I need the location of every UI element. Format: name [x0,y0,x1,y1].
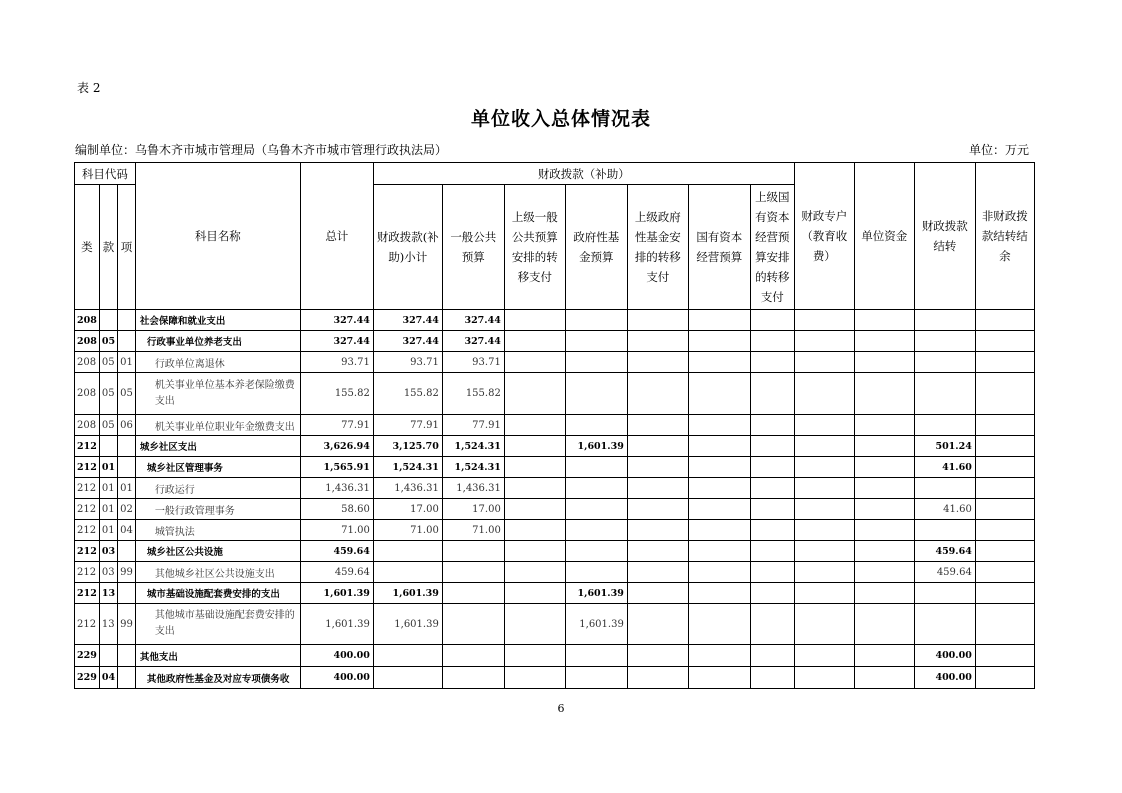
zfxjj-cell [565,478,627,499]
sjzfjj-cell [627,667,688,689]
sjyb-cell [504,457,565,478]
fczbk-cell [975,583,1034,604]
fczbk-cell [975,415,1034,436]
czzh-cell [794,499,854,520]
lei-cell: 229 [75,667,100,689]
kuan-cell [99,645,117,667]
total-cell: 400.00 [300,667,373,689]
zfxjj-cell [565,667,627,689]
sjyb-cell [504,436,565,457]
czzh-cell [794,415,854,436]
czbk-sub-header: 财政拨款(补助)小计 [373,185,442,310]
fczbk-cell [975,478,1034,499]
fczbk-cell [975,436,1034,457]
total-cell: 93.71 [300,352,373,373]
czzh-cell [794,520,854,541]
name-cell: 社会保障和就业支出 [135,310,300,331]
sjgyzb-cell [750,373,794,415]
czbkjz-cell [914,331,975,352]
fczbk-cell [975,331,1034,352]
total-cell: 1,436.31 [300,478,373,499]
sjgyzb-cell [750,331,794,352]
sjzfjj-cell [627,499,688,520]
sjzfjj-cell [627,604,688,645]
gyzb-cell [688,310,750,331]
sjgyzb-cell [750,499,794,520]
czbkjz-cell [914,373,975,415]
sjzfjj-cell [627,310,688,331]
lei-cell: 212 [75,457,100,478]
fczbk-cell [975,667,1034,689]
total-cell: 58.60 [300,499,373,520]
czbkjz-cell [914,478,975,499]
xiang-cell [118,667,136,689]
sjyb-cell [504,478,565,499]
czbkjz-cell: 41.60 [914,499,975,520]
czzh-cell [794,583,854,604]
kuan-cell: 03 [99,562,117,583]
czbkjz-cell [914,310,975,331]
page-title: 单位收入总体情况表 [470,108,651,130]
name-cell: 其他城市基础设施配套费安排的支出 [135,604,300,645]
czzh-cell [794,645,854,667]
name-cell: 机关事业单位职业年金缴费支出 [135,415,300,436]
czzh-cell [794,310,854,331]
total-cell: 1,601.39 [300,583,373,604]
lei-cell: 208 [75,373,100,415]
total-cell: 77.91 [300,415,373,436]
table-row [75,645,1035,667]
ybgg-cell: 155.82 [442,373,504,415]
sjzfjj-cell [627,583,688,604]
total-cell: 459.64 [300,562,373,583]
name-cell: 行政事业单位养老支出 [135,331,300,352]
sjgyzb-cell [750,520,794,541]
zfxjj-cell [565,541,627,562]
zfxjj-cell [565,520,627,541]
unit-label: 单位：万元 [968,143,1029,157]
czbkjz-cell [914,415,975,436]
czbk-sub-cell [373,562,442,583]
kuan-cell [99,436,117,457]
sjgyzb-cell [750,310,794,331]
ybgg-cell: 77.91 [442,415,504,436]
dwzj-cell [854,667,914,689]
table-row [75,352,1035,373]
czbkjz-cell: 400.00 [914,667,975,689]
czbk-sub-cell: 155.82 [373,373,442,415]
gyzb-cell [688,583,750,604]
dwzj-cell [854,457,914,478]
gyzb-cell [688,478,750,499]
czbkjz-cell [914,520,975,541]
fczbk-cell [975,499,1034,520]
czzh-cell [794,541,854,562]
sjzfjj-header: 上级政府性基金安排的转移支付 [627,185,688,310]
org-unit-row [75,141,1029,158]
dwzj-cell [854,373,914,415]
czbkjz-cell: 400.00 [914,645,975,667]
table-row [75,583,1035,604]
zfxjj-cell: 1,601.39 [565,604,627,645]
table-number-label: 表 2 [77,81,101,95]
czbkjz-header: 财政拨款结转 [914,163,975,310]
dwzj-cell [854,583,914,604]
czbkjz-cell: 459.64 [914,541,975,562]
fczbk-cell [975,604,1034,645]
gyzb-cell [688,331,750,352]
xiang-cell: 01 [118,352,136,373]
czbkjz-cell: 41.60 [914,457,975,478]
kuan-cell: 01 [99,499,117,520]
table-row [75,373,1035,415]
xiang-cell: 06 [118,415,136,436]
zfxjj-cell [565,331,627,352]
zfxjj-cell [565,373,627,415]
sjyb-cell [504,331,565,352]
sjyb-cell [504,499,565,520]
xiang-cell: 05 [118,373,136,415]
sjyb-header: 上级一般公共预算安排的转移支付 [504,185,565,310]
czzh-cell [794,478,854,499]
xiang-cell [118,583,136,604]
dwzj-cell [854,352,914,373]
org-label: 编制单位：乌鲁木齐市城市管理局（乌鲁木齐市城市管理行政执法局） [75,143,448,157]
sjyb-cell [504,520,565,541]
table-row [75,541,1035,562]
sjzfjj-cell [627,331,688,352]
zfxjj-cell [565,499,627,520]
code-group-header: 科目代码 [75,163,136,185]
sjzfjj-cell [627,373,688,415]
czbk-sub-cell: 327.44 [373,331,442,352]
kuan-cell: 05 [99,331,117,352]
kuan-cell: 13 [99,604,117,645]
sjyb-cell [504,604,565,645]
czbkjz-cell: 501.24 [914,436,975,457]
fczbk-cell [975,373,1034,415]
name-cell: 一般行政管理事务 [135,499,300,520]
kuan-cell: 01 [99,520,117,541]
sjgyzb-cell [750,583,794,604]
lei-header: 类 [75,185,100,310]
ybgg-cell: 1,436.31 [442,478,504,499]
czbk-sub-cell [373,667,442,689]
table-row [75,457,1035,478]
zfxjj-cell [565,352,627,373]
xiang-header: 项 [118,185,136,310]
czbk-sub-cell: 93.71 [373,352,442,373]
xiang-cell [118,310,136,331]
name-cell: 城市基础设施配套费安排的支出 [135,583,300,604]
czbk-sub-cell: 77.91 [373,415,442,436]
dwzj-cell [854,541,914,562]
czzh-cell [794,604,854,645]
name-cell: 城乡社区支出 [135,436,300,457]
dwzj-cell [854,415,914,436]
xiang-cell: 99 [118,562,136,583]
dwzj-cell [854,436,914,457]
dwzj-cell [854,331,914,352]
table-row [75,478,1035,499]
ybgg-cell [442,604,504,645]
gyzb-cell [688,541,750,562]
kuan-header: 款 [99,185,117,310]
gyzb-cell [688,373,750,415]
fczbk-cell [975,520,1034,541]
lei-cell: 212 [75,583,100,604]
xiang-cell: 04 [118,520,136,541]
ybgg-cell [442,583,504,604]
xiang-cell [118,457,136,478]
czzh-cell [794,562,854,583]
xiang-cell: 02 [118,499,136,520]
lei-cell: 212 [75,499,100,520]
sjgyzb-cell [750,541,794,562]
czzh-cell [794,331,854,352]
czbk-group-header: 财政拨款（补助） [373,163,794,185]
dwzj-cell [854,478,914,499]
lei-cell: 212 [75,604,100,645]
name-cell: 行政单位离退休 [135,352,300,373]
kuan-cell: 03 [99,541,117,562]
zfxjj-cell [565,562,627,583]
fczbk-cell [975,310,1034,331]
sjgyzb-cell [750,562,794,583]
lei-cell: 208 [75,352,100,373]
table-row [75,436,1035,457]
zfxjj-cell: 1,601.39 [565,436,627,457]
czbkjz-cell [914,604,975,645]
ybgg-cell: 17.00 [442,499,504,520]
czzh-cell [794,373,854,415]
sjgyzb-cell [750,352,794,373]
xiang-cell [118,645,136,667]
fczbk-cell [975,457,1034,478]
czzh-cell [794,352,854,373]
income-table [74,162,1035,689]
lei-cell: 212 [75,436,100,457]
xiang-cell [118,436,136,457]
sjyb-cell [504,667,565,689]
sjyb-cell [504,562,565,583]
gyzb-header: 国有资本经营预算 [688,185,750,310]
czbk-sub-cell [373,541,442,562]
zfxjj-cell: 1,601.39 [565,583,627,604]
fczbk-cell [975,541,1034,562]
sjzfjj-cell [627,541,688,562]
table-row [75,604,1035,645]
czbkjz-cell: 459.64 [914,562,975,583]
total-cell: 71.00 [300,520,373,541]
ybgg-cell: 1,524.31 [442,457,504,478]
name-cell: 其他城乡社区公共设施支出 [135,562,300,583]
sjyb-cell [504,415,565,436]
table-row [75,415,1035,436]
ybgg-cell [442,667,504,689]
fczbk-cell [975,645,1034,667]
sjyb-cell [504,583,565,604]
name-cell: 城管执法 [135,520,300,541]
total-cell: 327.44 [300,310,373,331]
dwzj-cell [854,520,914,541]
kuan-cell: 05 [99,373,117,415]
sjgyzb-cell [750,645,794,667]
sjzfjj-cell [627,562,688,583]
kuan-cell: 04 [99,667,117,689]
kuan-cell: 05 [99,352,117,373]
sjzfjj-cell [627,415,688,436]
czzh-header: 财政专户（教育收费） [794,163,854,310]
total-header: 总计 [300,163,373,310]
xiang-cell: 01 [118,478,136,499]
table-row [75,562,1035,583]
lei-cell: 212 [75,541,100,562]
czzh-cell [794,667,854,689]
sjyb-cell [504,645,565,667]
czbk-sub-cell: 327.44 [373,310,442,331]
table-row [75,499,1035,520]
sjyb-cell [504,373,565,415]
ybgg-cell: 1,524.31 [442,436,504,457]
ybgg-cell [442,645,504,667]
ybgg-cell: 93.71 [442,352,504,373]
lei-cell: 208 [75,415,100,436]
fczbk-cell [975,352,1034,373]
czbk-sub-cell: 1,524.31 [373,457,442,478]
lei-cell: 208 [75,310,100,331]
lei-cell: 212 [75,562,100,583]
sjyb-cell [504,310,565,331]
lei-cell: 212 [75,520,100,541]
sjzfjj-cell [627,645,688,667]
total-cell: 1,601.39 [300,604,373,645]
gyzb-cell [688,604,750,645]
gyzb-cell [688,645,750,667]
zfxjj-cell [565,310,627,331]
sjyb-cell [504,352,565,373]
dwzj-cell [854,562,914,583]
kuan-cell: 01 [99,478,117,499]
xiang-cell [118,541,136,562]
fczbk-cell [975,562,1034,583]
czbkjz-cell [914,352,975,373]
sjgyzb-cell [750,667,794,689]
page-number: 6 [557,702,565,715]
table-row [75,667,1035,689]
name-cell: 城乡社区管理事务 [135,457,300,478]
total-cell: 155.82 [300,373,373,415]
kuan-cell: 13 [99,583,117,604]
gyzb-cell [688,415,750,436]
sjgyzb-cell [750,436,794,457]
zfxjj-cell [565,645,627,667]
sjzfjj-cell [627,436,688,457]
czbk-sub-cell: 71.00 [373,520,442,541]
gyzb-cell [688,436,750,457]
total-cell: 3,626.94 [300,436,373,457]
lei-cell: 229 [75,645,100,667]
ybgg-cell: 71.00 [442,520,504,541]
xiang-cell: 99 [118,604,136,645]
sjzfjj-cell [627,457,688,478]
name-cell: 其他支出 [135,645,300,667]
czbk-sub-cell [373,645,442,667]
zfxjj-cell [565,415,627,436]
czbk-sub-cell: 1,601.39 [373,583,442,604]
sjgyzb-cell [750,478,794,499]
sjgyzb-cell [750,604,794,645]
fczbk-header: 非财政拨款结转结余 [975,163,1034,310]
zfxjj-header: 政府性基金预算 [565,185,627,310]
sjgyzb-cell [750,415,794,436]
ybgg-cell [442,562,504,583]
name-header: 科目名称 [135,163,300,310]
czbk-sub-cell: 1,436.31 [373,478,442,499]
table-row [75,331,1035,352]
ybgg-cell: 327.44 [442,310,504,331]
dwzj-header: 单位资金 [854,163,914,310]
czzh-cell [794,436,854,457]
gyzb-cell [688,499,750,520]
sjzfjj-cell [627,520,688,541]
total-cell: 1,565.91 [300,457,373,478]
name-cell: 其他政府性基金及对应专项债务收 [135,667,300,689]
sjgyzb-header: 上级国有资本经营预算安排的转移支付 [750,185,794,310]
dwzj-cell [854,645,914,667]
czbk-sub-cell: 17.00 [373,499,442,520]
total-cell: 327.44 [300,331,373,352]
gyzb-cell [688,520,750,541]
gyzb-cell [688,667,750,689]
total-cell: 459.64 [300,541,373,562]
dwzj-cell [854,310,914,331]
kuan-cell [99,310,117,331]
zfxjj-cell [565,457,627,478]
name-cell: 机关事业单位基本养老保险缴费支出 [135,373,300,415]
ybgg-cell [442,541,504,562]
gyzb-cell [688,562,750,583]
ybgg-cell: 327.44 [442,331,504,352]
name-cell: 行政运行 [135,478,300,499]
czbkjz-cell [914,583,975,604]
sjzfjj-cell [627,352,688,373]
xiang-cell [118,331,136,352]
gyzb-cell [688,457,750,478]
lei-cell: 212 [75,478,100,499]
table-row [75,520,1035,541]
sjzfjj-cell [627,478,688,499]
kuan-cell: 01 [99,457,117,478]
gyzb-cell [688,352,750,373]
dwzj-cell [854,604,914,645]
dwzj-cell [854,499,914,520]
ybgg-header: 一般公共预算 [442,185,504,310]
total-cell: 400.00 [300,645,373,667]
czzh-cell [794,457,854,478]
czbk-sub-cell: 1,601.39 [373,604,442,645]
sjyb-cell [504,541,565,562]
table-row [75,310,1035,331]
sjgyzb-cell [750,457,794,478]
kuan-cell: 05 [99,415,117,436]
czbk-sub-cell: 3,125.70 [373,436,442,457]
lei-cell: 208 [75,331,100,352]
name-cell: 城乡社区公共设施 [135,541,300,562]
